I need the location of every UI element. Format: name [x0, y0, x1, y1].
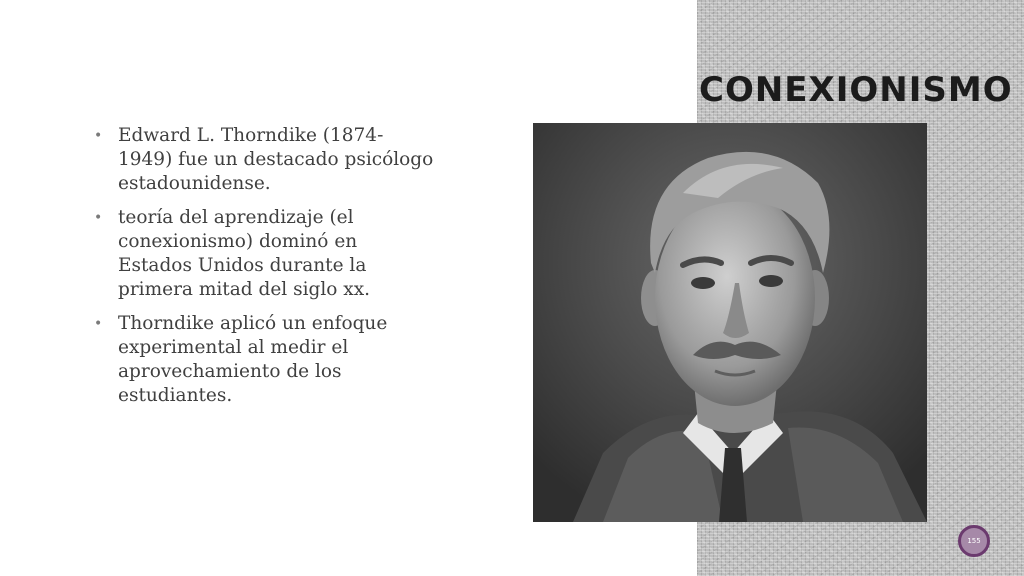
page-number: 155 [967, 537, 981, 545]
bullet-text: Thorndike aplicó un enfoque experimental al medir el aprovechamiento de los estudiantes. [118, 313, 388, 406]
portrait-photo [533, 123, 927, 522]
bullet-text: teoría del aprendizaje (el conexionismo) dominó en Estados Unidos durante la primera mitad del siglo xx. [118, 207, 371, 300]
bullet-item [94, 124, 434, 196]
bullet-text: Edward L. Thorndike (1874-1949) fue un destacado psicólogo estadounidense. [118, 125, 434, 194]
page-number-badge [958, 525, 990, 557]
bullet-dot-icon: • [94, 316, 103, 332]
portrait-illustration [533, 123, 927, 522]
bullet-item [94, 206, 434, 302]
bullet-item [94, 312, 434, 408]
slide-title: CONEXIONISMO [699, 70, 1013, 110]
bullet-dot-icon: • [94, 210, 103, 226]
bullet-dot-icon: • [94, 128, 103, 144]
bullet-list [94, 124, 434, 418]
